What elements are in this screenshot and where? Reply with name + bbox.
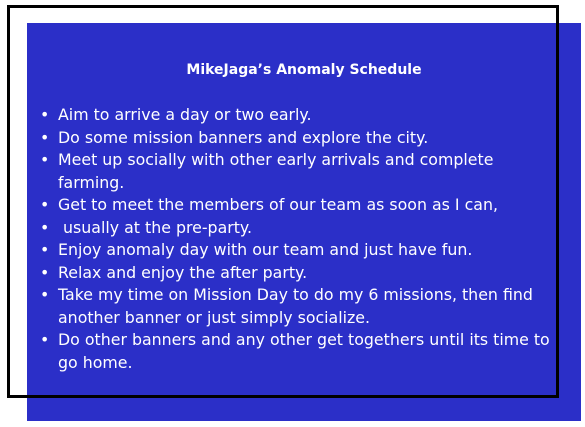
list-item [40,239,560,262]
schedule-title: MikeJaga’s Anomaly Schedule [186,62,422,78]
list-item-text: Enjoy anomaly day with our team and just have fun. [58,240,473,259]
list-item [40,127,560,150]
list-item [40,262,560,285]
list-item [40,217,560,240]
bullet-icon: • [40,285,50,304]
list-item-text: Relax and enjoy the after party. [58,262,308,282]
bullet-icon: • [40,262,50,282]
list-item [40,284,560,329]
schedule-list [40,104,560,374]
list-item-text: Take my time on Mission Day to do my 6 missions, then find another banner or just simply socialize. [58,285,533,327]
list-item-text: Do other banners and any other get togethers until its time to go home. [58,330,550,372]
list-item-text: Do some mission banners and explore the city. [58,127,429,147]
list-item-text: usually at the pre-party. [58,217,253,237]
list-item-text: Get to meet the members of our team as soon as I can, [58,195,499,214]
bullet-icon: • [40,195,50,214]
bullet-icon: • [40,127,50,147]
bullet-icon: • [40,150,50,169]
list-item [40,149,560,194]
list-item [40,194,560,217]
bullet-icon: • [40,105,50,124]
list-item-text: Meet up socially with other early arrivals and complete farming. [58,150,494,192]
list-item [40,104,560,127]
list-item-text: Aim to arrive a day or two early. [58,105,312,124]
list-item [40,329,560,374]
bullet-icon: • [40,330,50,349]
bullet-icon: • [40,217,50,237]
bullet-icon: • [40,240,50,259]
